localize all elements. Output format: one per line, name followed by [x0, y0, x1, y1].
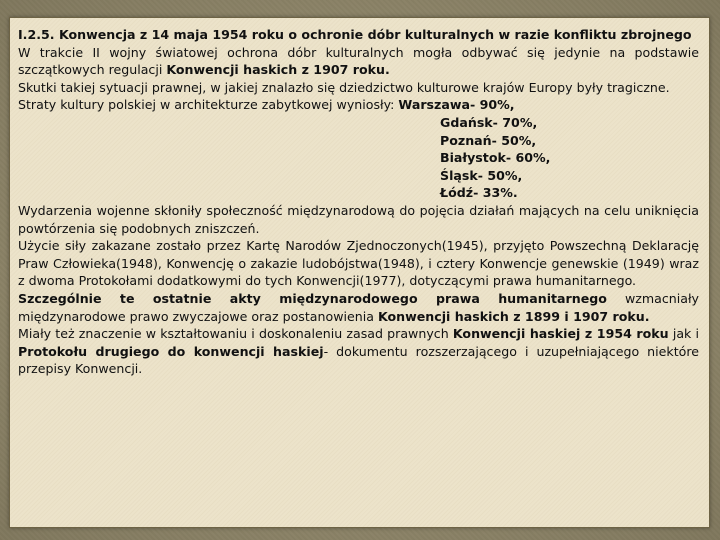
loss-poznan: Poznań- 50%,	[440, 132, 537, 148]
paragraph-wwii-text: W trakcie II wojny światowej ochrona dóbr kulturalnych mogła odbywać się jedynie na podstawie szczątkowych regulacji	[18, 44, 699, 78]
hague-1907-reference: Konwencji haskich z 1907 roku.	[166, 62, 390, 78]
humanitarian-text: wzmacniały międzynarodowe prawo zwyczajowe oraz postanowienia	[18, 290, 699, 324]
slide-content-panel	[9, 17, 710, 528]
loss-slask: Śląsk- 50%,	[440, 167, 523, 183]
paragraph-wwii-protection	[18, 44, 699, 79]
significance-text-2: jak i	[668, 326, 700, 342]
loss-bialystok: Białystok- 60%,	[440, 150, 551, 166]
losses-intro-line	[18, 96, 699, 114]
second-protocol-reference: Protokołu drugiego do konwencji haskiej	[18, 343, 324, 359]
paragraph-consequences: Skutki takiej sytuacji prawnej, w jakiej znalazło się dziedzictwo kulturowe krajów Europy były tragiczne.	[18, 79, 670, 95]
hague-1954-reference: Konwencji haskiej z 1954 roku	[452, 326, 669, 342]
humanitarian-acts-emphasis: Szczególnie te ostatnie akty międzynarodowego prawa humanitarnego	[18, 290, 607, 306]
significance-text-3: - dokumentu rozszerzającego i uzupełniającego niektóre przepisy Konwencji.	[18, 343, 699, 377]
losses-list	[18, 114, 699, 202]
loss-lodz: Łódź- 33%.	[440, 185, 518, 201]
hague-1899-1907-reference: Konwencji haskich z 1899 i 1907 roku.	[377, 308, 650, 324]
paragraph-international-response: Wydarzenia wojenne skłoniły społeczność międzynarodową do pojęcia działań mających na celu uniknięcia powtórzenia się podobnych zniszczeń.	[18, 202, 699, 236]
paragraph-hague-1954-significance	[18, 325, 699, 378]
paragraph-humanitarian-law	[18, 290, 699, 325]
loss-warszawa: Warszawa- 90%,	[398, 97, 515, 113]
significance-text-1: Miały też znaczenie w kształtowaniu i doskonaleniu zasad prawnych	[18, 326, 453, 342]
losses-intro-text: Straty kultury polskiej w architekturze zabytkowej wyniosły:	[18, 97, 399, 113]
section-heading: I.2.5. Konwencja z 14 maja 1954 roku o ochronie dóbr kulturalnych w razie konfliktu zbrojnego	[18, 27, 692, 42]
paragraph-legal-instruments: Użycie siły zakazane zostało przez Kartę Narodów Zjednoczonych(1945), przyjęto Powszechną Deklarację Praw Człowieka(1948), Konwencję o zakazie ludobójstwa(1948), i cztery Konwencje genewskie (1949) wraz z dwoma Protokołami dodatkowymi do tych Konwencji(1977), dotyczącymi prawa humanitarnego.	[18, 238, 699, 289]
loss-gdansk: Gdańsk- 70%,	[440, 114, 538, 130]
